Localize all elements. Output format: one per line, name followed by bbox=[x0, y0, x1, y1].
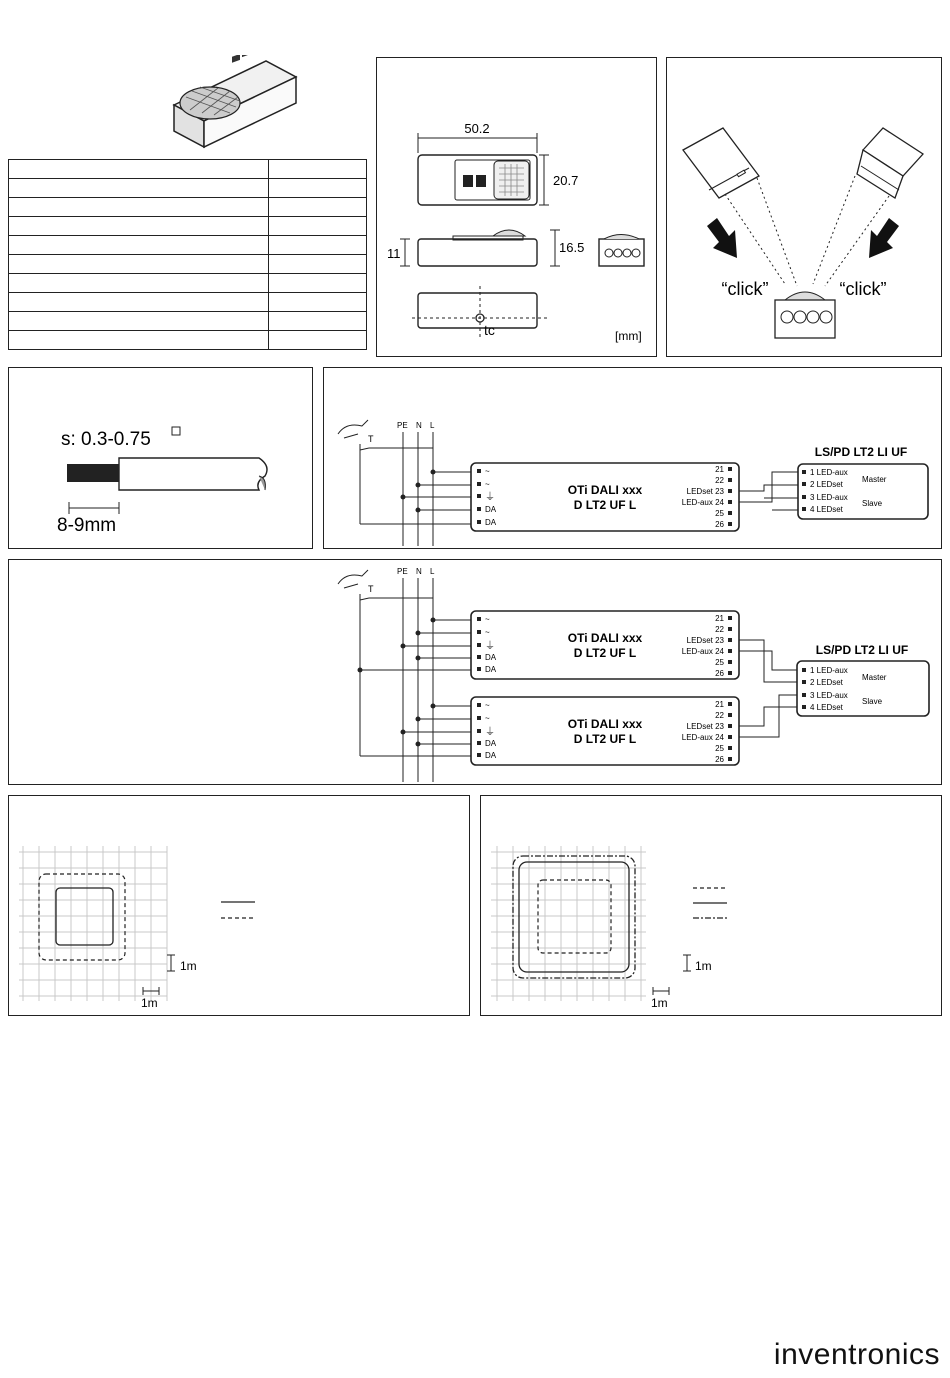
svg-text:DA: DA bbox=[485, 505, 497, 514]
svg-text:26: 26 bbox=[715, 755, 724, 764]
svg-text:~: ~ bbox=[485, 467, 490, 476]
bus-n-label: N bbox=[416, 421, 422, 430]
svg-text:21: 21 bbox=[715, 700, 724, 709]
svg-text:25: 25 bbox=[715, 509, 724, 518]
table-row bbox=[9, 331, 367, 350]
svg-text:1m: 1m bbox=[651, 996, 668, 1010]
width-label: 20.7 bbox=[553, 173, 579, 188]
scale-vertical-label: 1m bbox=[180, 959, 197, 973]
svg-text:LEDset 23: LEDset 23 bbox=[686, 487, 724, 496]
svg-text:Master: Master bbox=[862, 475, 887, 484]
click-installation-panel bbox=[666, 57, 942, 357]
click-left-label: “click” bbox=[721, 279, 769, 299]
svg-text:22: 22 bbox=[715, 625, 724, 634]
svg-text:L: L bbox=[430, 567, 435, 576]
svg-text:D LT2 UF L: D LT2 UF L bbox=[573, 732, 637, 746]
total-height-label: 16.5 bbox=[559, 240, 585, 255]
svg-text:3 LED-aux: 3 LED-aux bbox=[810, 493, 848, 502]
svg-text:~: ~ bbox=[485, 615, 490, 624]
specification-table bbox=[8, 159, 367, 350]
cross-section-label: s: 0.3-0.75 bbox=[61, 429, 151, 450]
sensor-title: LS/PD LT2 LI UF bbox=[814, 445, 908, 459]
svg-text:LED-aux 24: LED-aux 24 bbox=[681, 733, 724, 742]
length-label: 50.2 bbox=[464, 121, 490, 136]
wire-drawing bbox=[9, 368, 312, 548]
svg-text:LEDset 23: LEDset 23 bbox=[686, 722, 724, 731]
dimension-drawing bbox=[377, 58, 656, 356]
svg-text:2 LEDset: 2 LEDset bbox=[810, 480, 843, 489]
svg-text:1m: 1m bbox=[695, 959, 712, 973]
table-row bbox=[9, 274, 367, 293]
driver-name-line1: OTi DALI xxx bbox=[567, 483, 643, 497]
svg-text:LED-aux 24: LED-aux 24 bbox=[681, 498, 724, 507]
svg-text:DA: DA bbox=[485, 751, 497, 760]
svg-text:N: N bbox=[416, 567, 422, 576]
svg-text:2 LEDset: 2 LEDset bbox=[810, 678, 843, 687]
table-row bbox=[9, 198, 367, 217]
down-left-arrow-icon bbox=[869, 218, 899, 258]
table-row bbox=[9, 293, 367, 312]
table-row bbox=[9, 160, 367, 179]
table-row bbox=[9, 236, 367, 255]
coverage-grid-left bbox=[9, 796, 469, 1015]
bus-pe-label: PE bbox=[397, 421, 408, 430]
svg-text:Slave: Slave bbox=[862, 499, 883, 508]
down-right-arrow-icon bbox=[707, 218, 737, 258]
svg-text:~: ~ bbox=[485, 701, 490, 710]
driver-name-line2: D LT2 UF L bbox=[573, 498, 637, 512]
table-row bbox=[9, 255, 367, 274]
svg-text:DA: DA bbox=[485, 653, 497, 662]
wiring-single-panel bbox=[323, 367, 942, 549]
table-row bbox=[9, 217, 367, 236]
wiring-single-diagram bbox=[324, 368, 941, 548]
click-installation-drawing bbox=[667, 58, 941, 356]
product-illustration bbox=[160, 55, 300, 155]
svg-text:1 LED-aux: 1 LED-aux bbox=[810, 666, 848, 675]
svg-text:~: ~ bbox=[485, 714, 490, 723]
svg-text:DA: DA bbox=[485, 518, 497, 527]
svg-text:LEDset 23: LEDset 23 bbox=[686, 636, 724, 645]
svg-text:OTi DALI xxx: OTi DALI xxx bbox=[567, 631, 643, 645]
svg-text:25: 25 bbox=[715, 658, 724, 667]
svg-text:OTi DALI xxx: OTi DALI xxx bbox=[567, 717, 643, 731]
svg-text:1 LED-aux: 1 LED-aux bbox=[810, 468, 848, 477]
click-right-label: “click” bbox=[839, 279, 887, 299]
wire-preparation-panel bbox=[8, 367, 313, 549]
svg-text:PE: PE bbox=[397, 567, 408, 576]
svg-text:LS/PD LT2 LI UF: LS/PD LT2 LI UF bbox=[815, 643, 909, 657]
table-row bbox=[9, 312, 367, 331]
dimensions-panel bbox=[376, 57, 657, 357]
wiring-dual-panel bbox=[8, 559, 942, 785]
scale-horizontal-label: 1m bbox=[141, 996, 158, 1010]
svg-text:22: 22 bbox=[715, 476, 724, 485]
svg-text:4 LEDset: 4 LEDset bbox=[810, 505, 843, 514]
body-height-label: 11 bbox=[387, 246, 401, 261]
coverage-panel-left bbox=[8, 795, 470, 1016]
svg-text:T: T bbox=[368, 584, 374, 594]
brand-logo: inventronics bbox=[773, 1338, 940, 1371]
svg-text:Master: Master bbox=[862, 673, 887, 682]
table-row bbox=[9, 179, 367, 198]
coverage-panel-right bbox=[480, 795, 942, 1016]
svg-text:3 LED-aux: 3 LED-aux bbox=[810, 691, 848, 700]
svg-text:21: 21 bbox=[715, 465, 724, 474]
svg-text:21: 21 bbox=[715, 614, 724, 623]
svg-text:LED-aux 24: LED-aux 24 bbox=[681, 647, 724, 656]
svg-text:Slave: Slave bbox=[862, 697, 883, 706]
svg-text:DA: DA bbox=[485, 665, 497, 674]
svg-text:⏚: ⏚ bbox=[485, 492, 495, 503]
svg-text:⏚: ⏚ bbox=[485, 641, 495, 652]
svg-text:~: ~ bbox=[485, 628, 490, 637]
svg-text:⏚: ⏚ bbox=[485, 727, 495, 738]
tc-label: tc bbox=[484, 322, 495, 338]
svg-text:DA: DA bbox=[485, 739, 497, 748]
svg-text:D LT2 UF L: D LT2 UF L bbox=[573, 646, 637, 660]
svg-text:4 LEDset: 4 LEDset bbox=[810, 703, 843, 712]
svg-text:22: 22 bbox=[715, 711, 724, 720]
svg-text:25: 25 bbox=[715, 744, 724, 753]
coverage-grid-right bbox=[481, 796, 941, 1015]
bus-l-label: L bbox=[430, 421, 435, 430]
svg-text:26: 26 bbox=[715, 520, 724, 529]
wiring-dual-diagram bbox=[9, 560, 941, 784]
unit-label: [mm] bbox=[615, 329, 642, 343]
svg-text:~: ~ bbox=[485, 480, 490, 489]
svg-text:26: 26 bbox=[715, 669, 724, 678]
strip-length-label: 8-9mm bbox=[57, 515, 117, 536]
switch-label: T bbox=[368, 434, 374, 444]
